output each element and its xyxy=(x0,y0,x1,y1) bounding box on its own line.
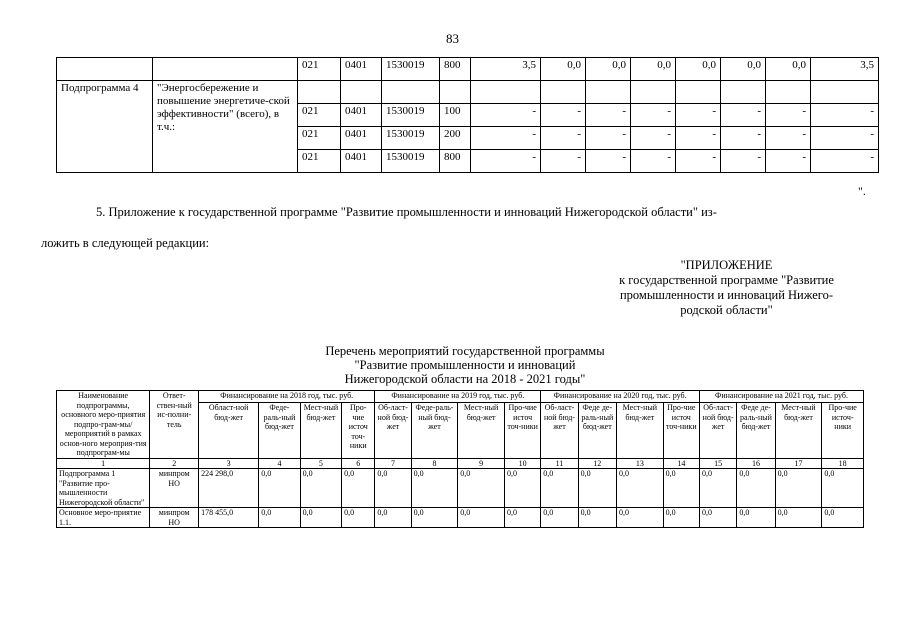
column-number: 2 xyxy=(150,458,199,469)
appendix-heading xyxy=(585,258,868,318)
row-responsible: минпром НО xyxy=(150,469,199,508)
header-2021: Финансирование на 2021 год, тыс. руб. xyxy=(699,391,863,403)
table-cell: - xyxy=(586,127,631,150)
table-cell-empty xyxy=(541,81,586,104)
table-cell: - xyxy=(586,104,631,127)
appendix-line-2: к государственной программе "Развитие xyxy=(619,273,834,287)
table-cell: 1530019 xyxy=(382,127,440,150)
table-row xyxy=(57,58,879,81)
row-value: 0,0 xyxy=(541,469,578,508)
table-cell-empty xyxy=(57,58,153,81)
table-cell: 100 xyxy=(440,104,471,127)
table-cell: 0,0 xyxy=(586,58,631,81)
table-row xyxy=(57,469,864,508)
row-value: 0,0 xyxy=(300,469,341,508)
amendment-paragraph-line-1: 5. Приложение к государственной программе "Развитие промышленности и инноваций Нижегородской области" из- xyxy=(96,205,717,219)
column-number: 5 xyxy=(300,458,341,469)
subheader-cell: Мест-ный бюд-жет xyxy=(775,403,822,459)
table-cell: 1530019 xyxy=(382,150,440,173)
row-value: 0,0 xyxy=(737,508,775,528)
column-number: 8 xyxy=(411,458,458,469)
table-cell: - xyxy=(541,104,586,127)
table-row xyxy=(57,508,864,528)
subheader-cell: Феде де-раль-ный бюд-жет xyxy=(578,403,616,459)
row-value: 0,0 xyxy=(616,469,663,508)
subheader-cell: Мест-ный бюд-жет xyxy=(300,403,341,459)
row-value: 0,0 xyxy=(375,469,411,508)
table-row xyxy=(57,81,879,104)
column-number: 13 xyxy=(616,458,663,469)
table-cell-empty xyxy=(631,81,676,104)
subheader-cell: Мест-ный бюд-жет xyxy=(616,403,663,459)
row-value: 0,0 xyxy=(737,469,775,508)
table-cell: - xyxy=(631,104,676,127)
row-name: Основное меро-приятие 1.1. xyxy=(57,508,150,528)
header-responsible: Ответ-ствен-ный ис-полни-тель xyxy=(150,391,199,459)
table-cell-empty xyxy=(586,81,631,104)
table-cell: - xyxy=(471,150,541,173)
column-number: 1 xyxy=(57,458,150,469)
row-value: 0,0 xyxy=(458,469,505,508)
column-number: 15 xyxy=(699,458,736,469)
table-cell: - xyxy=(541,150,586,173)
table-cell: - xyxy=(721,104,766,127)
row-value: 0,0 xyxy=(699,469,736,508)
column-number: 4 xyxy=(259,458,300,469)
column-number: 17 xyxy=(775,458,822,469)
row-value: 0,0 xyxy=(504,508,540,528)
row-value: 0,0 xyxy=(822,508,864,528)
row-value: 0,0 xyxy=(375,508,411,528)
table-cell-empty xyxy=(382,81,440,104)
column-number: 9 xyxy=(458,458,505,469)
table-cell: 800 xyxy=(440,150,471,173)
table-cell: - xyxy=(721,150,766,173)
column-number: 6 xyxy=(342,458,375,469)
table-cell: 0,0 xyxy=(721,58,766,81)
row-responsible: минпром НО xyxy=(150,508,199,528)
table-cell: - xyxy=(586,150,631,173)
column-number: 11 xyxy=(541,458,578,469)
table-cell-empty xyxy=(811,81,879,104)
row-value: 0,0 xyxy=(663,508,699,528)
table-cell: - xyxy=(766,104,811,127)
header-2018: Финансирование на 2018 год, тыс. руб. xyxy=(199,391,375,403)
column-number: 10 xyxy=(504,458,540,469)
row-value: 0,0 xyxy=(578,469,616,508)
table-cell: - xyxy=(811,150,879,173)
table-cell-empty xyxy=(153,58,298,81)
row-value: 0,0 xyxy=(541,508,578,528)
table-cell: - xyxy=(721,127,766,150)
column-number: 12 xyxy=(578,458,616,469)
closing-quote: ". xyxy=(858,184,866,198)
table-cell: 021 xyxy=(298,58,341,81)
header-2020: Финансирование на 2020 год, тыс. руб. xyxy=(541,391,700,403)
table-cell: - xyxy=(631,150,676,173)
subheader-cell: Мест-ный бюд-жет xyxy=(458,403,505,459)
row-value: 0,0 xyxy=(663,469,699,508)
table-cell: 0,0 xyxy=(676,58,721,81)
table-cell: - xyxy=(766,150,811,173)
row-value: 0,0 xyxy=(300,508,341,528)
table-cell: 0401 xyxy=(341,104,382,127)
budget-table-continued xyxy=(56,57,879,173)
row-value: 224 298,0 xyxy=(199,469,259,508)
row-value: 0,0 xyxy=(458,508,505,528)
row-value: 0,0 xyxy=(259,508,300,528)
subheader-cell: Про-чие источ точ-ники xyxy=(663,403,699,459)
table-cell: 021 xyxy=(298,127,341,150)
appendix-line-4: родской области" xyxy=(680,303,773,317)
row-value: 0,0 xyxy=(342,469,375,508)
table-cell-empty xyxy=(440,81,471,104)
subheader-cell: Област-ной бюд-жет xyxy=(199,403,259,459)
table-cell: - xyxy=(676,127,721,150)
row-value: 0,0 xyxy=(699,508,736,528)
title-line-2: "Развитие промышленности и инноваций xyxy=(354,358,576,372)
activities-table xyxy=(56,390,864,528)
document-title xyxy=(250,344,680,386)
table-cell: 1530019 xyxy=(382,58,440,81)
row-value: 0,0 xyxy=(578,508,616,528)
table-cell: 0,0 xyxy=(541,58,586,81)
subprogram-name: "Энергосбережение и повышение энергетиче-ской эффективности" (всего), в т.ч.: xyxy=(153,81,298,173)
subheader-cell: Об-ласт-ной бюд-жет xyxy=(541,403,578,459)
title-line-3: Нижегородской области на 2018 - 2021 годы" xyxy=(344,372,586,386)
column-number: 16 xyxy=(737,458,775,469)
table-cell: - xyxy=(766,127,811,150)
subheader-cell: Про-чие источ точ-ники xyxy=(504,403,540,459)
table-cell: 200 xyxy=(440,127,471,150)
table-cell: 021 xyxy=(298,104,341,127)
table-cell: 0,0 xyxy=(631,58,676,81)
title-line-1: Перечень мероприятий государственной программы xyxy=(325,344,605,358)
table-cell: - xyxy=(471,127,541,150)
table-cell: 0,0 xyxy=(766,58,811,81)
appendix-line-3: промышленности и инноваций Нижего- xyxy=(619,288,833,302)
table-cell: 021 xyxy=(298,150,341,173)
header-name: Наименование подпрограммы, основного меро-приятия подпро-грам-мы/мероприятий в рамках основ-ного мероприя-тия подпрограм-мы xyxy=(57,391,150,459)
table-cell: 1530019 xyxy=(382,104,440,127)
column-number: 3 xyxy=(199,458,259,469)
subprogram-label: Подпрограмма 4 xyxy=(57,81,153,173)
table-cell: - xyxy=(676,104,721,127)
table-cell: 0401 xyxy=(341,58,382,81)
row-value: 0,0 xyxy=(775,469,822,508)
appendix-line-1: "ПРИЛОЖЕНИЕ xyxy=(680,258,773,272)
row-value: 0,0 xyxy=(775,508,822,528)
table-cell: 0401 xyxy=(341,127,382,150)
subheader-cell: Об-ласт-ной бюд-жет xyxy=(699,403,736,459)
subheader-cell: Феде-раль-ный бюд-жет xyxy=(411,403,458,459)
subheader-cell: Феде-раль-ный бюд-жет xyxy=(259,403,300,459)
column-number: 7 xyxy=(375,458,411,469)
row-value: 0,0 xyxy=(822,469,864,508)
table-cell: - xyxy=(541,127,586,150)
amendment-paragraph-line-2: ложить в следующей редакции: xyxy=(41,236,210,250)
row-value: 0,0 xyxy=(411,469,458,508)
row-value: 0,0 xyxy=(616,508,663,528)
column-number: 14 xyxy=(663,458,699,469)
column-number-row xyxy=(57,458,864,469)
row-name: Подпрограмма 1 "Развитие про-мышленности Нижегородской области" xyxy=(57,469,150,508)
table-cell: 0401 xyxy=(341,150,382,173)
row-value: 0,0 xyxy=(504,469,540,508)
row-value: 0,0 xyxy=(342,508,375,528)
subheader-cell: Про-чие источ точ-ники xyxy=(342,403,375,459)
header-2019: Финансирование на 2019 год, тыс. руб. xyxy=(375,391,541,403)
row-value: 0,0 xyxy=(259,469,300,508)
table-cell: - xyxy=(676,150,721,173)
row-value: 178 455,0 xyxy=(199,508,259,528)
table-cell: - xyxy=(811,127,879,150)
table-cell-empty xyxy=(676,81,721,104)
table-cell-empty xyxy=(766,81,811,104)
table-cell: - xyxy=(631,127,676,150)
table-cell: 3,5 xyxy=(811,58,879,81)
subheader-cell: Про-чие источ-ники xyxy=(822,403,864,459)
subheader-cell: Об-ласт-ной бюд-жет xyxy=(375,403,411,459)
table-cell-empty xyxy=(298,81,341,104)
row-value: 0,0 xyxy=(411,508,458,528)
page-number: 83 xyxy=(446,31,459,46)
table-cell: 800 xyxy=(440,58,471,81)
table-cell-empty xyxy=(471,81,541,104)
table-cell: - xyxy=(811,104,879,127)
column-number: 18 xyxy=(822,458,864,469)
subheader-cell: Феде де-раль-ный бюд-жет xyxy=(737,403,775,459)
table-cell-empty xyxy=(721,81,766,104)
table-cell-empty xyxy=(341,81,382,104)
table-cell: 3,5 xyxy=(471,58,541,81)
table-cell: - xyxy=(471,104,541,127)
